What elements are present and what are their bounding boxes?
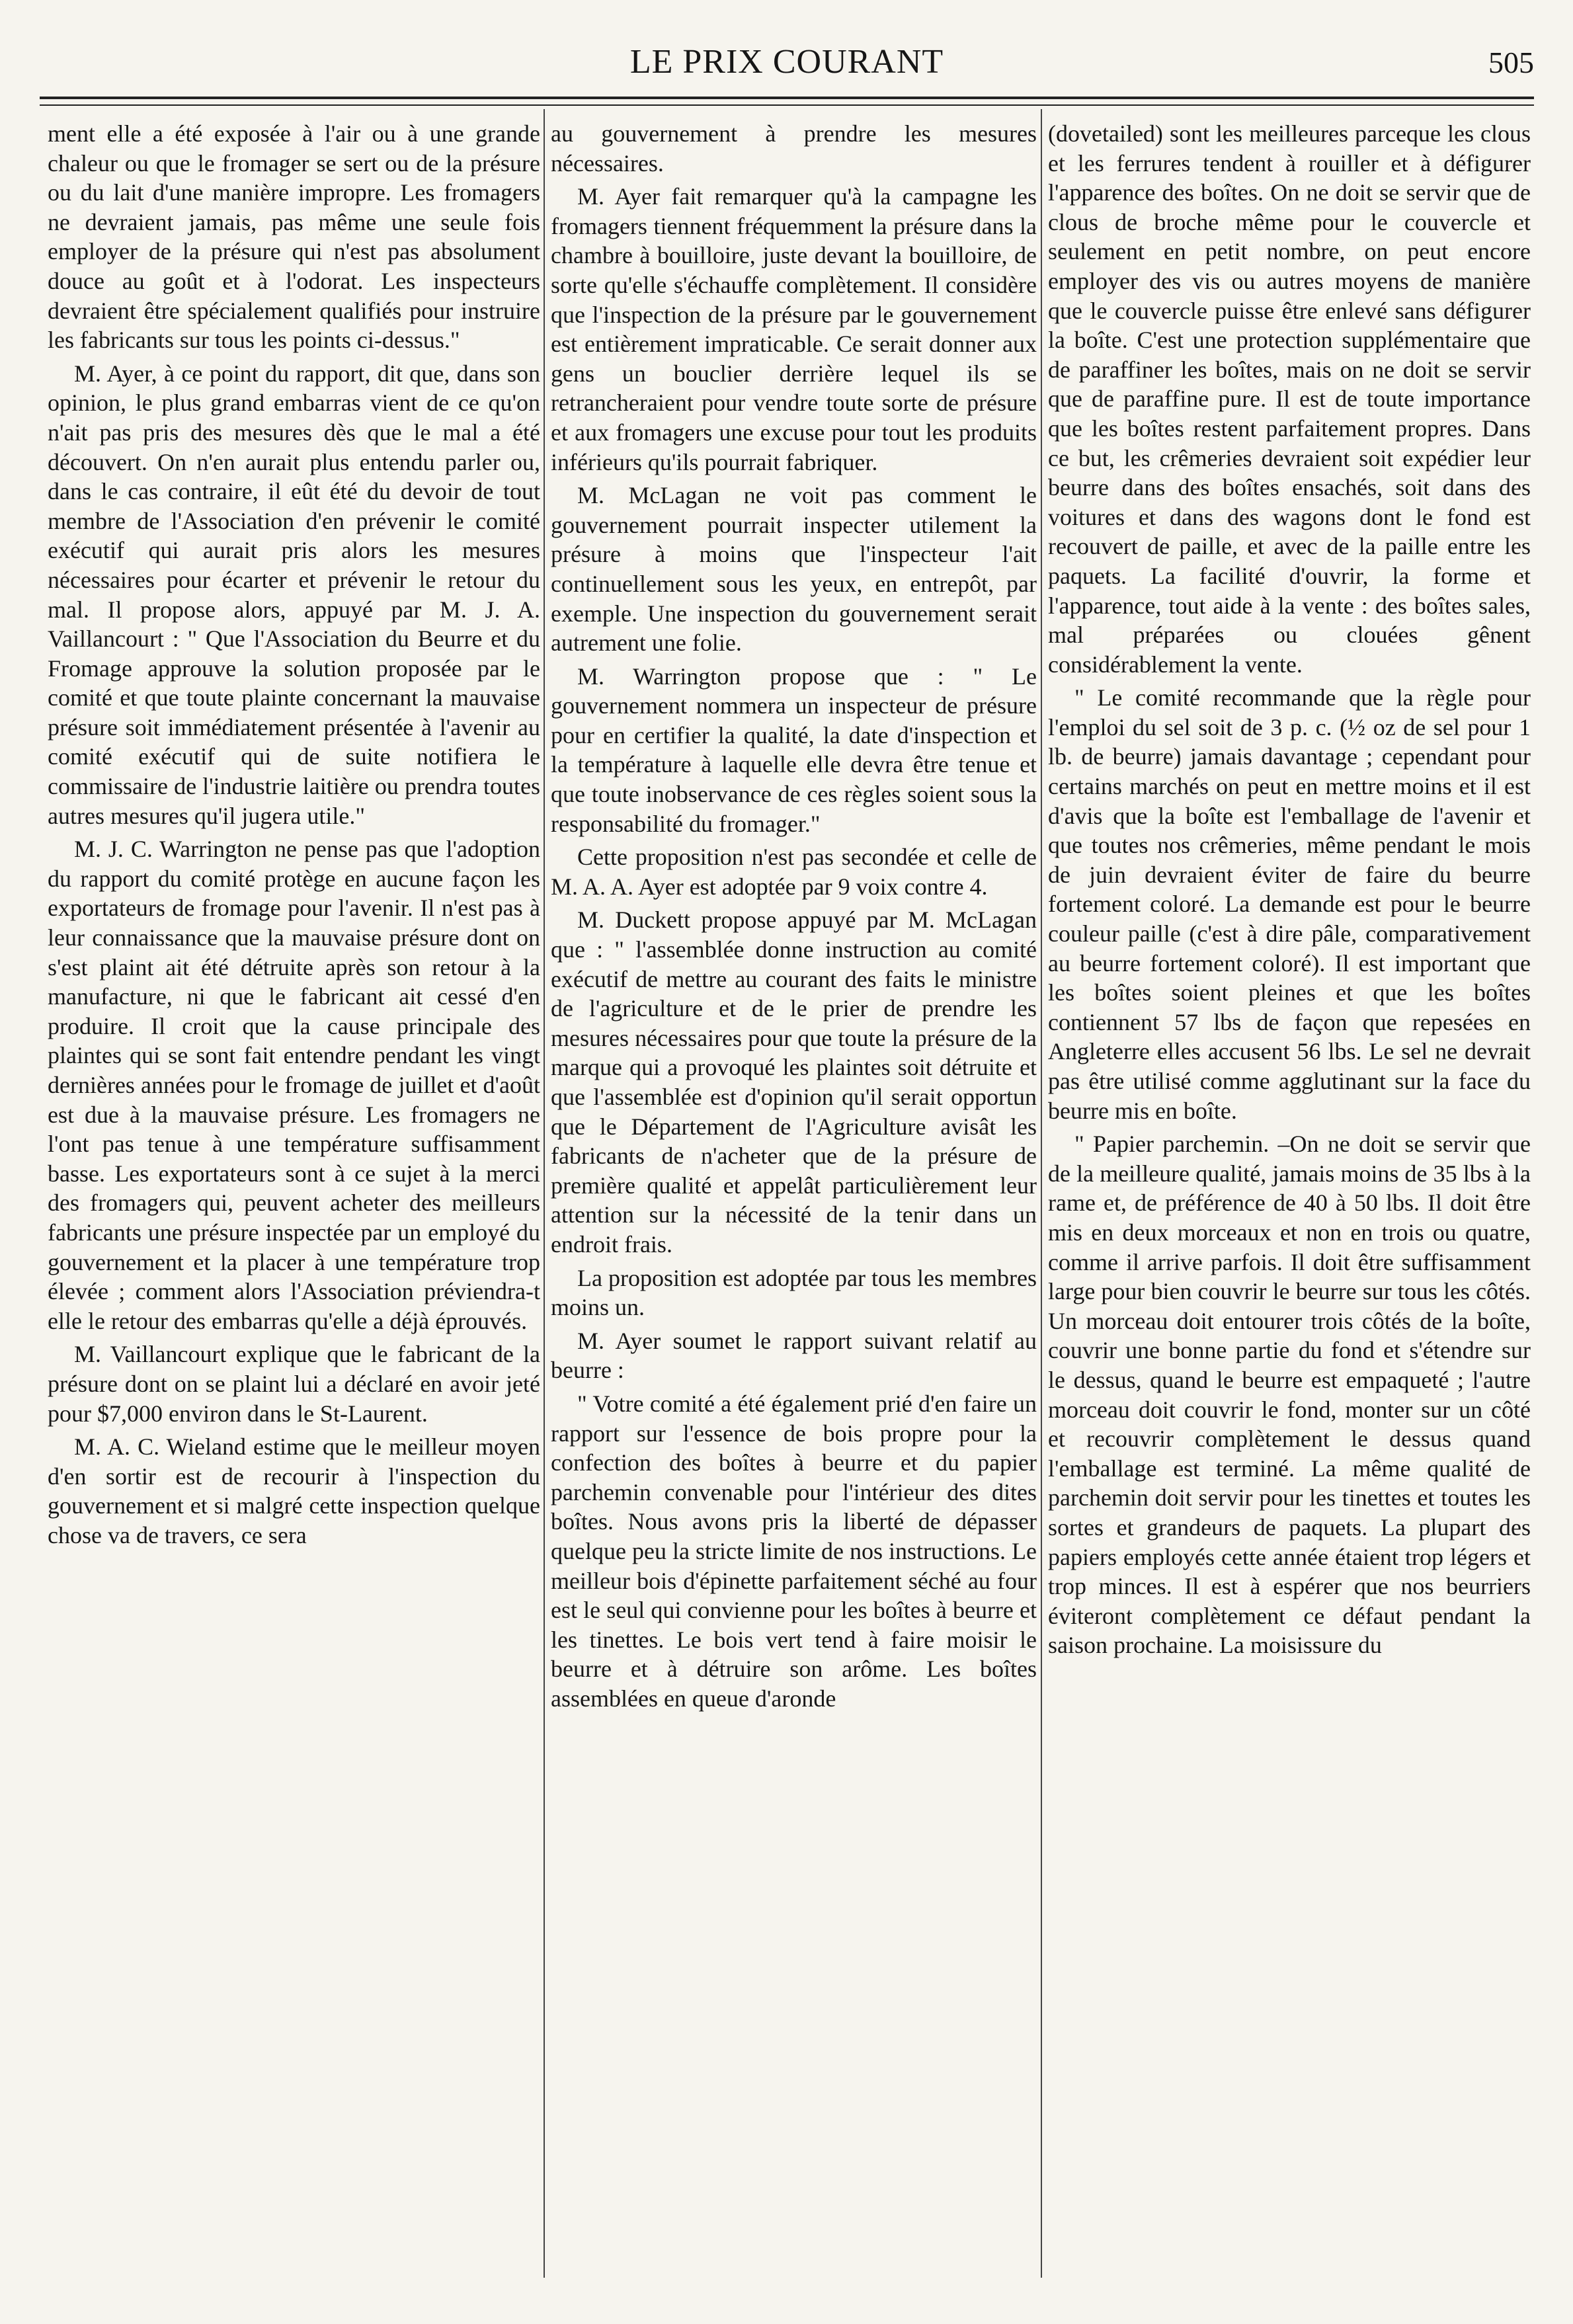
text-column-3 <box>1048 119 1531 2298</box>
paragraph: M. Duckett propose appuyé par M. McLagan que : " l'assemblée donne instruction au comité exécutif de mettre au courant des faits le ministre de l'agriculture et de le prier de prendre les mesures nécessaires pour que toute la présure de la marque qui a provoqué les plaintes soit détruite et que l'assemblée est d'opinion qu'il serait opportun que le Département de l'Agriculture avisât les fabricants de n'acheter que de la présure de première qualité et appelât particulièrement leur attention sur la nécessité de la tenir dans un endroit frais. <box>551 906 1037 1258</box>
header-rule-thin <box>40 104 1534 106</box>
paragraph: M. J. C. Warrington ne pense pas que l'adoption du rapport du comité protège en aucune façon les exportateurs de fromage pour l'avenir. Il n'est pas à leur connaissance que la mauvaise présure dont on s'est plaint ait été détruite après son retour à la manufacture, ni que le fabricant ait cessé d'en produire. Il croit que la cause principale des plaintes qui se sont fait entendre pendant les vingt dernières années pour le fromage de juillet et d'août est due à la mauvaise présure. Les fromagers ne l'ont pas tenue à une température suffisamment basse. Les exportateurs sont à ce sujet à la merci des fromagers qui, peuvent acheter des meilleurs fabricants une présure inspectée par un employé du gouvernement et la placer à une température trop élevée ; comment alors l'Association préviendra-t elle le retour des embarras qu'elle a déjà éprouvés. <box>48 836 540 1334</box>
text-column-1 <box>48 119 540 2298</box>
column-divider-2 <box>1041 109 1042 2278</box>
column-divider-1 <box>544 109 545 2278</box>
text-column-2 <box>551 119 1037 2298</box>
paragraph: ment elle a été exposée à l'air ou à une grande chaleur ou que le fromager se sert ou de la présure ou du lait d'une manière impropre. Les fromagers ne devraient jamais, pas même une seule fois employer de la présure qui n'est pas absolument douce au goût et à l'odorat. Les inspecteurs devraient être spécialement qualifiés pour instruire les fabricants sur tous les points ci-dessus." <box>48 120 540 354</box>
paragraph: (dovetailed) sont les meilleures parceque les clous et les ferrures tendent à rouiller et à défigurer l'apparence des boîtes. On ne doit se servir que de clous de broche même pour le couvercle et seulement en petit nombre, on peut encore employer des vis ou autres moyens de manière que le couvercle puisse être enlevé sans défigurer la boîte. C'est une protection supplémentaire que de paraffiner les boîtes, mais on ne doit se servir que de paraffine pure. Il est de toute importance que les boîtes restent parfaitement propres. Dans ce but, les crêmeries devraient soit expédier leur beurre dans des boîtes ensachés, soit dans des voitures et dans des wagons dont le fond est recouvert de paille, et avec de la paille entre les paquets. La facilité d'ouvrir, la forme et l'apparence, tout aide à la vente : des boîtes sales, mal préparées ou clouées gênent considérablement la vente. <box>1048 120 1531 678</box>
paragraph: " Papier parchemin. –On ne doit se servir que de la meilleure qualité, jamais moins de 35 lbs à la rame et, de préférence de 40 à 50 lbs. Il doit être mis en deux morceaux et non en trois ou quatre, comme il arrive parfois. Il doit être suffisamment large pour bien couvrir le beurre sur tous les côtés. Un morceau doit entourer trois côtés de la boîte, couvrir une bonne partie du fond et s'étendre sur le dessus, quand le beurre est empaqueté ; l'autre morceau doit couvrir le fond, monter sur un côté et recouvrir complètement le dessus quand l'emballage est terminé. La même qualité de parchemin doit servir pour les tinettes et toutes les sortes et grandeurs de paquets. La plupart des papiers employés cette année étaient trop légers et trop minces. Il est à espérer que nos beurriers éviteront complètement ce défaut pendant la saison prochaine. La moisissure du <box>1048 1131 1531 1659</box>
paragraph: M. McLagan ne voit pas comment le gouvernement pourrait inspecter utilement la présure à moins que l'inspecteur l'ait continuellement sous les yeux, en entrepôt, par exemple. Une inspection du gouvernement serait autrement une folie. <box>551 482 1037 657</box>
paragraph: Cette proposition n'est pas secondée et celle de M. A. A. Ayer est adoptée par 9 voix contre 4. <box>551 844 1037 900</box>
paragraph: La proposition est adoptée par tous les membres moins un. <box>551 1264 1037 1321</box>
page-number: 505 <box>1488 46 1534 79</box>
paragraph: M. Ayer, à ce point du rapport, dit que, dans son opinion, le plus grand embarras vient de ce qu'on n'ait pas pris des mesures dès que le mal a été découvert. On n'en aurait plus entendu parler ou, dans le cas contraire, il eût été du devoir de tout membre de l'Association d'en prévenir le comité exécutif qui aurait pris alors les mesures nécessaires pour écarter et prévenir le retour du mal. Il propose alors, appuyé par M. J. A. Vaillancourt : " Que l'Association du Beurre et du Fromage approuve la solution proposée par le comité et que toute plainte concernant la mauvaise présure soit immédiatement présentée à l'avenir au comité exécutif qui de suite notifiera le commissaire de l'industrie laitière ou prendra toutes autres mesures qu'il jugera utile." <box>48 360 540 829</box>
paragraph: M. Vaillancourt explique que le fabricant de la présure dont on se plaint lui a déclaré en avoir jeté pour $7,000 environ dans le St-Laurent. <box>48 1341 540 1427</box>
page-header <box>40 40 1534 91</box>
paragraph: au gouvernement à prendre les mesures nécessaires. <box>551 120 1037 177</box>
paragraph: M. Warrington propose que : " Le gouvernement nommera un inspecteur de présure pour en certifier la qualité, la date d'inspection et la température à laquelle elle devra être tenue et que toute inobservance de ces règles soient sous la responsabilité du fromager." <box>551 662 1037 837</box>
paragraph: " Votre comité a été également prié d'en faire un rapport sur l'essence de bois propre pour la confection des boîtes à beurre et du papier parchemin convenable pour l'intérieur des dites boîtes. Nous avons pris la liberté de dépasser quelque peu la stricte limite de nos instructions. Le meilleur bois d'épinette parfaitement séché au four est le seul qui convienne pour les boîtes à beurre et les tinettes. Le bois vert tend à faire moisir le beurre et à détruire son arôme. Les boîtes assemblées en queue d'aronde <box>551 1390 1037 1712</box>
header-rule-thick <box>40 97 1534 99</box>
paragraph: " Le comité recommande que la règle pour l'emploi du sel soit de 3 p. c. (½ oz de sel pour 1 lb. de beurre) jamais davantage ; cependant pour certains marchés on peut en mettre moins et il est d'avis que la boîte est l'emballage de l'avenir et que toutes nos crêmeries, même pendant le mois de juin devraient éviter de faire du beurre fortement coloré. La demande est pour le beurre couleur paille (c'est à dire pâle, comparativement au beurre fortement coloré). Il est important que les boîtes soient pleines et que les boîtes contiennent 57 lbs de façon que repesées en Angleterre elles accusent 56 lbs. Le sel ne devrait pas être utilisé comme agglutinant sur la face du beurre mis en boîte. <box>1048 684 1531 1124</box>
paragraph: M. Ayer soumet le rapport suivant relatif au beurre : <box>551 1327 1037 1384</box>
paragraph: M. Ayer fait remarquer qu'à la campagne les fromagers tiennent fréquemment la présure dans la chambre à bouilloire, juste devant la bouilloire, de sorte qu'elle s'échauffe complètement. Il considère que l'inspection de la présure par le gouvernement est entièrement impraticable. Ce serait donner aux gens un bouclier derrière lequel ils se retrancheraient pour vendre toute sorte de présure et aux fromagers une excuse pour tout les produits inférieurs qu'ils pourrait fabriquer. <box>551 183 1037 475</box>
paragraph: M. A. C. Wieland estime que le meilleur moyen d'en sortir est de recourir à l'inspection du gouvernement et si malgré cette inspection quelque chose va de travers, ce sera <box>48 1433 540 1548</box>
journal-title: LE PRIX COURANT <box>629 43 944 81</box>
